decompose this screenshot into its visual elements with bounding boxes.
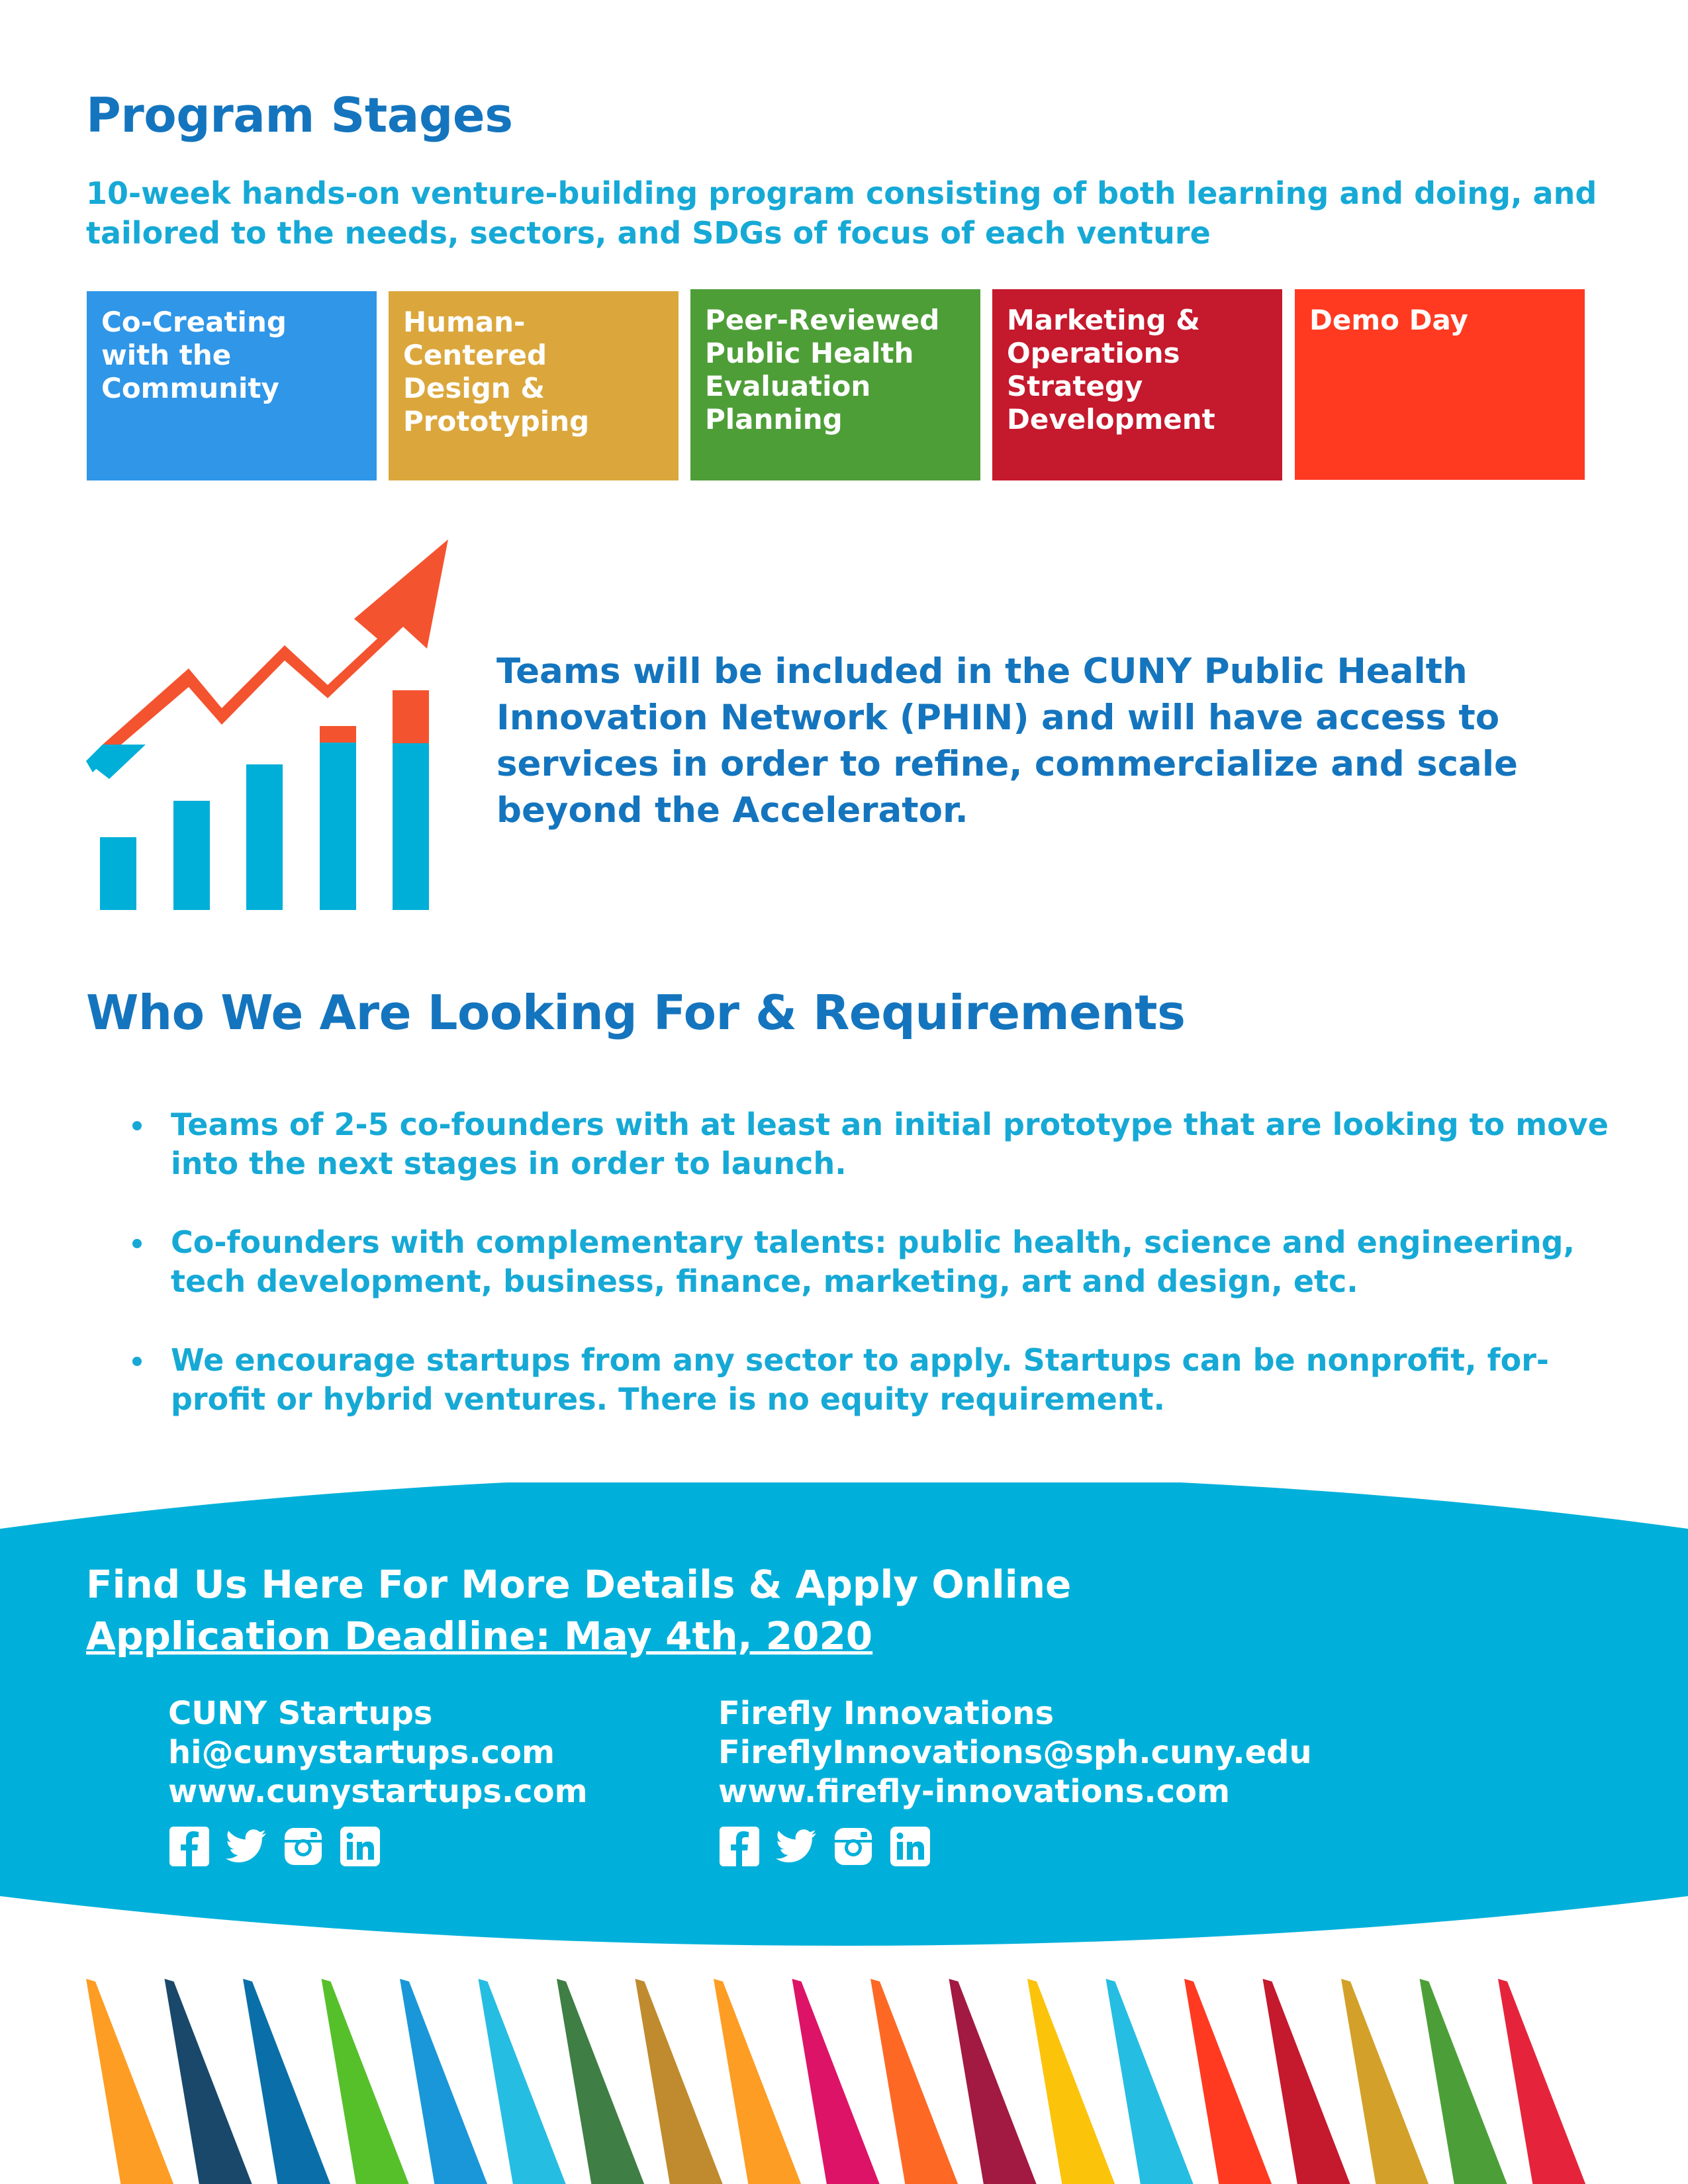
contact-block-firefly xyxy=(718,1694,1312,1811)
sdg-stripes-decoration xyxy=(0,1979,1688,2184)
linkedin-icon[interactable] xyxy=(889,1825,931,1868)
requirement-text: Teams of 2-5 co-founders with at least an initial prototype that are looking to move into the next stages in order to launch. xyxy=(171,1107,1609,1181)
stage-card xyxy=(992,289,1282,480)
stage-label: Marketing & Operations Strategy Development xyxy=(1007,304,1215,435)
sdg-stripe xyxy=(870,1979,961,2184)
org-email-link[interactable]: hi@cunystartups.com xyxy=(168,1734,555,1771)
requirement-text: We encourage startups from any sector to apply. Startups can be nonprofit, for-profit or hybrid ventures. There is no equity requirement. xyxy=(171,1342,1549,1417)
program-stages-subtitle: 10-week hands-on venture-building program consisting of both learning and doing, and tailored to the needs, sectors, and SDGs of focus of each venture xyxy=(86,175,1597,251)
stage-card xyxy=(389,291,679,480)
sdg-stripe xyxy=(479,1979,569,2184)
sdg-stripe xyxy=(243,1979,333,2184)
org-name: CUNY Startups xyxy=(168,1695,433,1732)
sdg-stripe xyxy=(1106,1979,1196,2184)
stage-label: Demo Day xyxy=(1309,304,1468,336)
linkedin-icon[interactable] xyxy=(339,1825,381,1868)
bullet-icon xyxy=(132,1357,142,1366)
sdg-stripe xyxy=(557,1979,647,2184)
contact-block-cuny xyxy=(168,1694,588,1811)
sdg-stripe xyxy=(86,1979,176,2184)
sdg-stripe xyxy=(1341,1979,1431,2184)
list-item xyxy=(126,1105,1622,1183)
social-icons-cuny xyxy=(168,1825,381,1868)
sdg-stripe xyxy=(400,1979,490,2184)
program-stages-title: Program Stages xyxy=(86,87,513,143)
stage-label: Human-Centered Design & Prototyping xyxy=(403,306,590,437)
stage-card xyxy=(1295,289,1585,480)
requirement-text: Co-founders with complementary talents: public health, science and engineering, tech development, business, finance, marketing, art and design, etc. xyxy=(171,1224,1575,1299)
requirements-title: Who We Are Looking For & Requirements xyxy=(86,985,1186,1040)
stage-label: Co-Creating with the Community xyxy=(101,306,287,404)
stage-label: Peer-Reviewed Public Health Evaluation Planning xyxy=(705,304,940,435)
sdg-stripe xyxy=(165,1979,255,2184)
sdg-stripe xyxy=(1498,1979,1588,2184)
bullet-icon xyxy=(132,1121,142,1130)
sdg-stripe xyxy=(1263,1979,1353,2184)
application-deadline: Application Deadline: May 4th, 2020 xyxy=(86,1614,873,1659)
growth-chart-icon xyxy=(83,539,460,913)
sdg-stripe xyxy=(322,1979,412,2184)
org-website-link[interactable]: www.firefly-innovations.com xyxy=(718,1773,1231,1810)
phin-info-text: Teams will be included in the CUNY Public Health Innovation Network (PHIN) and will have access to services in order to refine, commercialize and scale beyond the Accelerator. xyxy=(496,651,1518,831)
instagram-icon[interactable] xyxy=(282,1825,324,1868)
list-item xyxy=(126,1341,1622,1419)
instagram-icon[interactable] xyxy=(832,1825,874,1868)
org-website-link[interactable]: www.cunystartups.com xyxy=(168,1773,588,1810)
stage-card xyxy=(690,289,980,480)
sdg-stripe xyxy=(949,1979,1039,2184)
stage-card xyxy=(87,291,377,480)
facebook-icon[interactable] xyxy=(168,1825,211,1868)
sdg-stripe xyxy=(635,1979,726,2184)
facebook-icon[interactable] xyxy=(718,1825,761,1868)
find-us-heading: Find Us Here For More Details & Apply Online xyxy=(86,1562,1072,1607)
list-item xyxy=(126,1223,1622,1301)
sdg-stripe xyxy=(792,1979,882,2184)
sdg-stripe xyxy=(1420,1979,1510,2184)
org-name: Firefly Innovations xyxy=(718,1695,1055,1732)
bullet-icon xyxy=(132,1239,142,1248)
twitter-icon[interactable] xyxy=(225,1825,267,1868)
requirements-list xyxy=(126,1105,1622,1459)
twitter-icon[interactable] xyxy=(775,1825,818,1868)
sdg-stripe xyxy=(714,1979,804,2184)
sdg-stripe xyxy=(1027,1979,1117,2184)
sdg-stripe xyxy=(1184,1979,1274,2184)
org-email-link[interactable]: FireflyInnovations@sph.cuny.edu xyxy=(718,1734,1312,1771)
social-icons-firefly xyxy=(718,1825,931,1868)
